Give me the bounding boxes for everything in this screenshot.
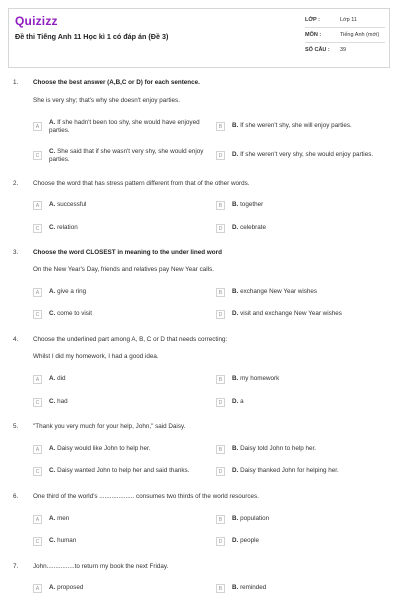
option-letter: C. (49, 310, 56, 317)
option-letter: B. (232, 584, 239, 591)
option-b-box: B (216, 584, 225, 593)
option-letter: B. (232, 445, 239, 452)
question-text: John................to return my book the next Friday. (33, 563, 169, 570)
option-c-box: C (33, 537, 42, 546)
meta-grade-label: LỚP : (305, 17, 320, 23)
meta-grade-value: Lớp 11 (340, 17, 357, 23)
option-b-box: B (216, 445, 225, 454)
option-b-box: B (216, 288, 225, 297)
option-c-box: C (33, 310, 42, 319)
option-a[interactable] (33, 514, 213, 528)
meta-divider (305, 27, 385, 28)
option-a[interactable] (33, 287, 213, 301)
option-b[interactable] (216, 287, 396, 301)
option-d-box: D (216, 151, 225, 160)
option-a-box: A (33, 288, 42, 297)
option-letter: D. (232, 467, 239, 474)
option-text: If she weren't very shy, she would enjoy parties. (240, 151, 374, 158)
option-letter: C. (49, 467, 56, 474)
option-text: If she weren't shy, she will enjoy parties. (240, 122, 352, 129)
option-letter: C. (49, 224, 56, 231)
option-a-box: A (33, 122, 42, 131)
option-text: together (240, 201, 264, 208)
option-b[interactable] (216, 583, 396, 597)
option-d[interactable] (216, 466, 396, 480)
option-text: did (57, 375, 66, 382)
option-letter: A. (49, 584, 56, 591)
option-letter: D. (232, 224, 239, 231)
question-text: "Thank you very much for your help, John," said Daisy. (33, 423, 186, 430)
option-d-box: D (216, 310, 225, 319)
meta-count-label: SỐ CÂU : (305, 47, 330, 53)
option-text: celebrate (240, 224, 266, 231)
option-c[interactable] (33, 150, 213, 164)
option-d[interactable] (216, 223, 396, 237)
meta-count-value: 39 (340, 47, 347, 53)
quizizz-logo: Quizizz (15, 14, 58, 28)
option-a-box: A (33, 515, 42, 524)
meta-subject-label: MÔN : (305, 32, 322, 38)
option-text: visit and exchange New Year wishes (240, 310, 342, 317)
option-text: my homework (240, 375, 280, 382)
option-text: Daisy thanked John for helping her. (240, 467, 339, 474)
option-letter: A. (49, 288, 56, 295)
question-text: Choose the underlined part among A, B, C or D that needs correcting: (33, 336, 228, 343)
option-d[interactable] (216, 309, 396, 323)
question-text: Choose the word CLOSEST in meaning to the under lined word (33, 249, 222, 256)
option-letter: C. (49, 148, 56, 155)
option-d[interactable] (216, 536, 396, 550)
option-d[interactable] (216, 397, 396, 411)
option-text: human (57, 537, 77, 544)
option-letter: B. (232, 515, 239, 522)
option-c-box: C (33, 224, 42, 233)
question-number: 6. (13, 493, 19, 500)
meta-divider (305, 42, 385, 43)
question-number: 1. (13, 79, 19, 86)
option-d[interactable] (216, 150, 396, 164)
question-number: 4. (13, 336, 19, 343)
option-c[interactable] (33, 536, 213, 550)
question-number: 2. (13, 180, 19, 187)
option-b[interactable] (216, 444, 396, 458)
option-text: successful (57, 201, 87, 208)
option-text: proposed (57, 584, 84, 591)
option-text: Daisy wanted John to help her and said thanks. (57, 467, 190, 474)
option-letter: A. (49, 445, 56, 452)
option-letter: D. (232, 398, 239, 405)
option-letter: A. (49, 201, 56, 208)
option-a[interactable] (33, 374, 213, 388)
option-text: people (240, 537, 259, 544)
option-a-box: A (33, 584, 42, 593)
question-text: One third of the world's .................... consumes two thirds of the world resources. (33, 493, 259, 500)
option-a-box: A (33, 445, 42, 454)
option-b-box: B (216, 375, 225, 384)
option-letter: C. (49, 537, 56, 544)
option-d-box: D (216, 537, 225, 546)
option-c[interactable] (33, 223, 213, 237)
option-text: Daisy told John to help her. (240, 445, 317, 452)
option-letter: A. (49, 375, 56, 382)
question-stem: On the New Year's Day, friends and relatives pay New Year calls. (33, 266, 214, 273)
option-letter: C. (49, 398, 56, 405)
question-text: Choose the best answer (A,B,C or D) for each sentence. (33, 79, 200, 86)
option-a[interactable] (33, 121, 213, 135)
option-b[interactable] (216, 121, 396, 135)
question-number: 3. (13, 249, 19, 256)
option-c[interactable] (33, 397, 213, 411)
option-b[interactable] (216, 514, 396, 528)
option-a-box: A (33, 201, 42, 210)
option-a[interactable] (33, 200, 213, 214)
option-text: Daisy would like John to help her. (57, 445, 151, 452)
meta-subject-value: Tiếng Anh (mới) (340, 32, 380, 38)
option-c-box: C (33, 398, 42, 407)
page-title: Đề thi Tiếng Anh 11 Học kì 1 có đáp án (Đề 3) (15, 32, 169, 41)
question-text: Choose the word that has stress pattern different from that of the other words. (33, 180, 250, 187)
option-letter: B. (232, 288, 239, 295)
option-letter: D. (232, 310, 239, 317)
question-number: 7. (13, 563, 19, 570)
option-text: If she hadn't been too shy, she would have enjoyed parties. (49, 119, 200, 135)
option-text: exchange New Year wishes (240, 288, 318, 295)
option-c-box: C (33, 467, 42, 476)
option-a[interactable] (33, 444, 213, 458)
option-text: relation (57, 224, 78, 231)
option-text: reminded (240, 584, 267, 591)
option-a[interactable] (33, 583, 213, 597)
option-b[interactable] (216, 374, 396, 388)
option-b-box: B (216, 122, 225, 131)
option-b-box: B (216, 515, 225, 524)
option-letter: A. (49, 119, 56, 126)
question-number: 5. (13, 423, 19, 430)
option-text: a (240, 398, 244, 405)
option-d-box: D (216, 398, 225, 407)
option-letter: B. (232, 122, 239, 129)
option-a-box: A (33, 375, 42, 384)
option-letter: B. (232, 375, 239, 382)
option-d-box: D (216, 467, 225, 476)
option-d-box: D (216, 224, 225, 233)
option-b[interactable] (216, 200, 396, 214)
question-stem: Whilst I did my homework, I had a good idea. (33, 353, 159, 360)
option-letter: D. (232, 537, 239, 544)
option-b-box: B (216, 201, 225, 210)
option-text: had (57, 398, 68, 405)
option-text: men (57, 515, 70, 522)
question-stem: She is very shy; that's why she doesn't enjoy parties. (33, 97, 180, 104)
option-letter: A. (49, 515, 56, 522)
option-letter: D. (232, 151, 239, 158)
option-text: She said that if she wasn't very shy, she would enjoy parties. (49, 148, 204, 164)
option-text: population (240, 515, 270, 522)
option-c-box: C (33, 151, 42, 160)
option-c[interactable] (33, 466, 213, 480)
option-text: come to visit (57, 310, 93, 317)
option-letter: B. (232, 201, 239, 208)
option-c[interactable] (33, 309, 213, 323)
option-text: give a ring (57, 288, 87, 295)
